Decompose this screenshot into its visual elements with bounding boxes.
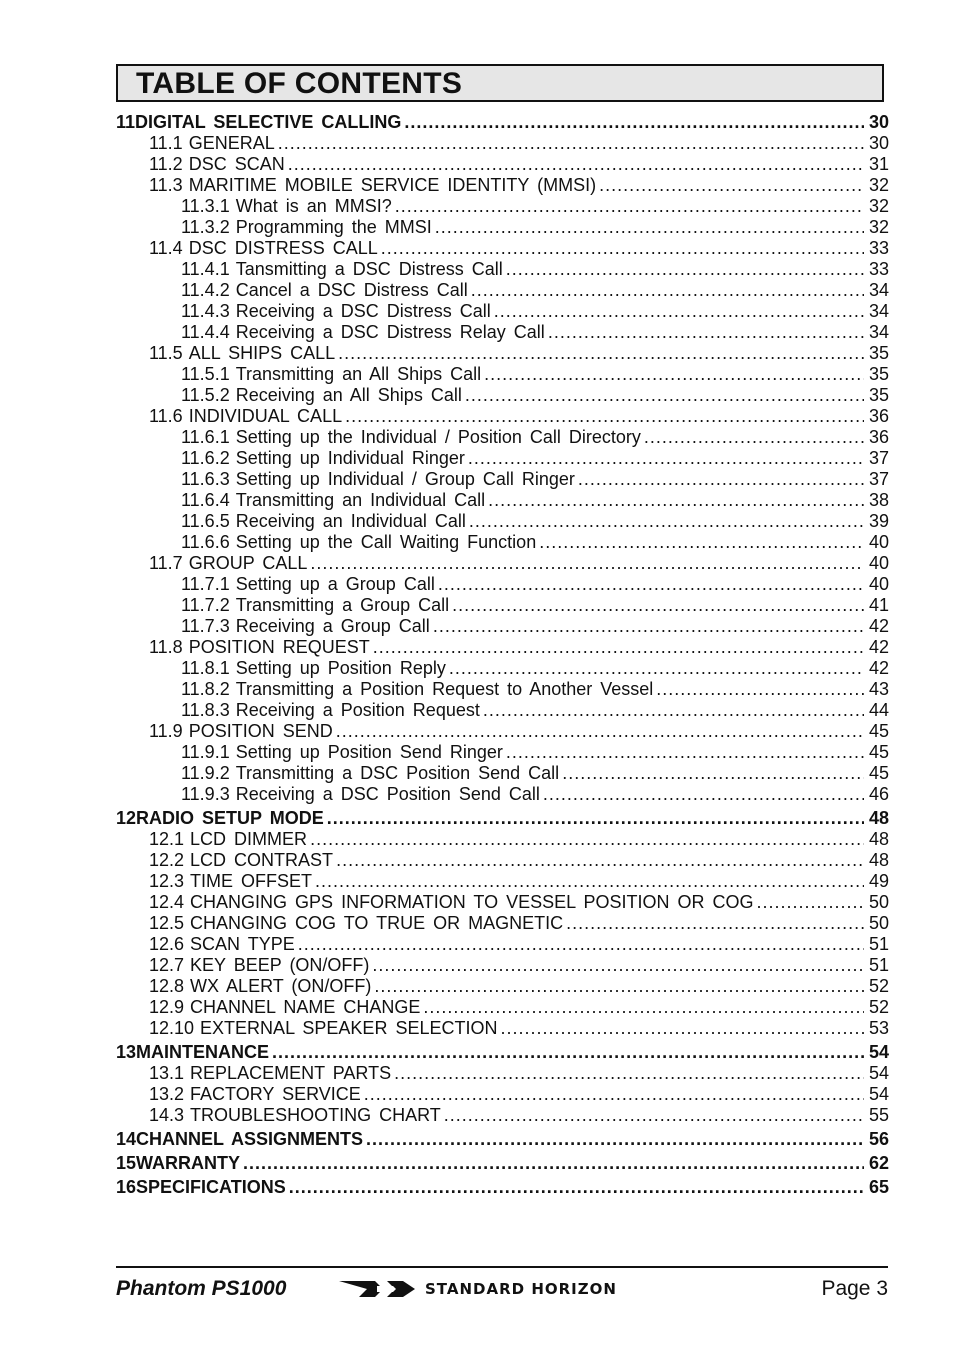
toc-entry-title: CHANGING COG TO TRUE OR MAGNETIC (190, 913, 564, 933)
toc-entry-page: 51 (868, 955, 889, 975)
toc-entry[interactable] (116, 1084, 889, 1105)
toc-entry-title: Transmitting an All Ships Call (235, 364, 482, 384)
toc-entry-number: 11.9.3 (181, 784, 230, 804)
toc-entry-title: Transmitting a Group Call (235, 595, 450, 615)
toc-entry-page: 37 (868, 469, 889, 489)
toc-entry-title: Receiving a DSC Distress Relay Call (235, 322, 545, 342)
dot-leader (566, 913, 864, 934)
toc-entry[interactable] (116, 934, 889, 955)
toc-entry-page: 34 (868, 280, 889, 300)
dot-leader (562, 763, 864, 784)
dot-leader (404, 112, 864, 133)
toc-entry-title: WX ALERT (ON/OFF) (190, 976, 372, 996)
toc-entry[interactable] (116, 637, 889, 658)
toc-entry-number: 11.7.3 (181, 616, 230, 636)
dot-leader (364, 1084, 864, 1105)
toc-entry-title: Programming the MMSI (235, 217, 432, 237)
dot-leader (288, 154, 864, 175)
toc-entry-page: 41 (868, 595, 889, 615)
toc-entry-number: 11.8.1 (181, 658, 230, 678)
toc-entry-page: 35 (868, 385, 889, 405)
dot-leader (468, 448, 864, 469)
toc-entry-title: POSITION REQUEST (188, 637, 370, 657)
dot-leader (471, 280, 864, 301)
toc-entry-number: 11.4.1 (181, 259, 230, 279)
dot-leader (438, 574, 864, 595)
toc-entry[interactable] (116, 721, 889, 742)
toc-entry-page: 32 (868, 196, 889, 216)
toc-entry-page: 52 (868, 997, 889, 1017)
toc-entry[interactable] (116, 679, 889, 700)
dot-leader (423, 997, 864, 1018)
toc-entry-title: SPECIFICATIONS (136, 1177, 286, 1197)
standard-horizon-wave-logo-icon (337, 1277, 417, 1301)
toc-entry-title: Setting up Individual / Group Call Ringer (235, 469, 575, 489)
toc-entry-number: 11.7.1 (181, 574, 230, 594)
dot-leader (272, 1042, 864, 1063)
toc-entry-number: 11.4.3 (181, 301, 230, 321)
dot-leader (278, 133, 864, 154)
toc-entry-title: GENERAL (188, 133, 275, 153)
toc-entry[interactable] (116, 595, 889, 616)
toc-entry[interactable] (116, 1153, 889, 1174)
toc-entry-number: 12.7 (149, 955, 185, 975)
toc-entry-title: TIME OFFSET (190, 871, 313, 891)
dot-leader (548, 322, 864, 343)
toc-entry-number: 11.3 (149, 175, 183, 195)
toc-entry-page: 30 (868, 112, 889, 132)
toc-entry-number: 11.1 (149, 133, 183, 153)
toc-entry[interactable] (116, 1018, 889, 1039)
toc-entry[interactable] (116, 112, 889, 133)
dot-leader (336, 850, 864, 871)
toc-entry-page: 40 (868, 553, 889, 573)
toc-entry-page: 35 (868, 364, 889, 384)
toc-entry[interactable] (116, 511, 889, 532)
toc-entry[interactable] (116, 1063, 889, 1084)
toc-entry-title: GROUP CALL (188, 553, 308, 573)
toc-entry[interactable] (116, 427, 889, 448)
toc-entry-page: 50 (868, 892, 889, 912)
toc-entry[interactable] (116, 196, 889, 217)
footer-page-number: Page 3 (821, 1277, 888, 1300)
toc-entry-title: INDIVIDUAL CALL (188, 406, 343, 426)
dot-leader (506, 742, 864, 763)
toc-entry[interactable] (116, 406, 889, 427)
toc-entry-number: 11.9 (149, 721, 183, 741)
toc-entry-title: DSC SCAN (188, 154, 285, 174)
dot-leader (756, 892, 864, 913)
toc-entry-page: 62 (868, 1153, 889, 1173)
toc-entry-number: 12.4 (149, 892, 185, 912)
dot-leader (506, 259, 864, 280)
toc-entry-title: LCD CONTRAST (190, 850, 334, 870)
toc-entry-page: 45 (868, 742, 889, 762)
toc-entry-number: 12.8 (149, 976, 185, 996)
toc-entry-number: 13.1 (149, 1063, 185, 1083)
toc-entry[interactable] (116, 892, 889, 913)
toc-entry-title: ALL SHIPS CALL (188, 343, 336, 363)
toc-entry-number: 12.9 (149, 997, 185, 1017)
toc-entry[interactable] (116, 829, 889, 850)
toc-entry[interactable] (116, 175, 889, 196)
toc-entry-title: CHANNEL NAME CHANGE (190, 997, 421, 1017)
dot-leader (488, 490, 864, 511)
toc-entry[interactable] (116, 301, 889, 322)
toc-entry-page: 65 (868, 1177, 889, 1197)
toc-entry[interactable] (116, 913, 889, 934)
toc-entry[interactable] (116, 850, 889, 871)
toc-entry-number: 11.5.1 (181, 364, 230, 384)
toc-entry-number: 11.7.2 (181, 595, 230, 615)
toc-entry-page: 54 (868, 1042, 889, 1062)
toc-entry-number: 12.1 (149, 829, 185, 849)
toc-entry-title: Receiving a Group Call (235, 616, 430, 636)
toc-entry-page: 42 (868, 658, 889, 678)
toc-entry[interactable] (116, 1042, 889, 1063)
toc-entry[interactable] (116, 808, 889, 829)
toc-entry-page: 36 (868, 406, 889, 426)
toc-entry[interactable] (116, 532, 889, 553)
toc-entry-title: DIGITAL SELECTIVE CALLING (135, 112, 402, 132)
dot-leader (452, 595, 864, 616)
dot-leader (469, 511, 864, 532)
toc-entry-page: 33 (868, 259, 889, 279)
dot-leader (373, 637, 864, 658)
toc-entry[interactable] (116, 133, 889, 154)
toc-entry-number: 11.6.3 (181, 469, 230, 489)
toc-entry-number: 11.9.2 (181, 763, 230, 783)
toc-entry-number: 11.3.1 (181, 196, 230, 216)
toc-entry[interactable] (116, 553, 889, 574)
dot-leader (243, 1153, 864, 1174)
toc-entry-page: 34 (868, 301, 889, 321)
toc-entry-title: Receiving an All Ships Call (235, 385, 462, 405)
toc-entry-page: 43 (868, 679, 889, 699)
toc-entry[interactable] (116, 976, 889, 997)
toc-entry[interactable] (116, 784, 889, 805)
dot-leader (310, 553, 864, 574)
toc-entry-title: CHANNEL ASSIGNMENTS (136, 1129, 364, 1149)
toc-entry-title: Receiving an Individual Call (235, 511, 466, 531)
toc-entry-title: CHANGING GPS INFORMATION TO VESSEL POSITION OR COG (190, 892, 754, 912)
toc-entry-page: 54 (868, 1084, 889, 1104)
toc-entry-number: 11.8 (149, 637, 183, 657)
toc-entry[interactable] (116, 364, 889, 385)
toc-entry[interactable] (116, 322, 889, 343)
toc-entry-page: 48 (868, 850, 889, 870)
toc-entry-number: 11.6.2 (181, 448, 230, 468)
toc-entry[interactable] (116, 154, 889, 175)
toc-entry[interactable] (116, 385, 889, 406)
dot-leader (310, 829, 864, 850)
dot-leader (289, 1177, 864, 1198)
toc-entry-title: RADIO SETUP MODE (136, 808, 324, 828)
toc-entry-page: 54 (868, 1063, 889, 1083)
toc-entry-title: Transmitting a DSC Position Send Call (235, 763, 560, 783)
toc-entry-number: 15 (116, 1153, 137, 1173)
toc-entry-title: EXTERNAL SPEAKER SELECTION (200, 1018, 498, 1038)
toc-entry-page: 30 (868, 133, 889, 153)
dot-leader (433, 616, 864, 637)
toc-entry-title: MAINTENANCE (136, 1042, 270, 1062)
toc-entry-page: 35 (868, 343, 889, 363)
toc-entry-number: 12.5 (149, 913, 185, 933)
toc-entry-title: Setting up the Call Waiting Function (235, 532, 537, 552)
toc-entry[interactable] (116, 1129, 889, 1150)
dot-leader (483, 700, 864, 721)
toc-entry-title: KEY BEEP (ON/OFF) (190, 955, 370, 975)
toc-entry[interactable] (116, 469, 889, 490)
toc-entry[interactable] (116, 658, 889, 679)
toc-entry-page: 51 (868, 934, 889, 954)
toc-entry-page: 49 (868, 871, 889, 891)
toc-entry-number: 11.5.2 (181, 385, 230, 405)
toc-entry-number: 11.4.4 (181, 322, 230, 342)
toc-entry-page: 33 (868, 238, 889, 258)
toc-entry-title: FACTORY SERVICE (190, 1084, 361, 1104)
toc-entry-title: Receiving a Position Request (235, 700, 480, 720)
dot-leader (327, 808, 864, 829)
toc-entry-page: 37 (868, 448, 889, 468)
footer-logo (337, 1277, 617, 1301)
dot-leader (500, 1018, 864, 1039)
toc-entry-title: SCAN TYPE (190, 934, 295, 954)
toc-entry-page: 42 (868, 616, 889, 636)
toc-entry[interactable] (116, 448, 889, 469)
dot-leader (338, 343, 864, 364)
toc-entry-title: Tansmitting a DSC Distress Call (235, 259, 503, 279)
dot-leader (449, 658, 864, 679)
toc-entry-number: 13.2 (149, 1084, 185, 1104)
dot-leader (644, 427, 864, 448)
toc-entry-number: 11.3.2 (181, 217, 230, 237)
toc-entry[interactable] (116, 1177, 889, 1198)
toc-entry-title: LCD DIMMER (190, 829, 308, 849)
toc-entry-page: 48 (868, 808, 889, 828)
toc-entry-number: 12.2 (149, 850, 185, 870)
toc-list (116, 112, 889, 1198)
toc-entry-title: WARRANTY (136, 1153, 241, 1173)
toc-entry-number: 12.3 (149, 871, 185, 891)
toc-entry-title: Setting up Position Send Ringer (235, 742, 503, 762)
dot-leader (315, 871, 864, 892)
toc-entry-number: 11.6.4 (181, 490, 230, 510)
toc-entry-number: 12.10 (149, 1018, 195, 1038)
toc-entry-title: Receiving a DSC Position Send Call (235, 784, 540, 804)
dot-leader (374, 976, 864, 997)
toc-entry-number: 14 (116, 1129, 137, 1149)
toc-entry[interactable] (116, 955, 889, 976)
toc-entry-title: Transmitting an Individual Call (235, 490, 486, 510)
toc-title-bar (116, 64, 884, 102)
toc-entry-title: Setting up the Individual / Position Call Directory (235, 427, 641, 447)
dot-leader (366, 1129, 864, 1150)
toc-entry[interactable] (116, 490, 889, 511)
dot-leader (372, 955, 864, 976)
footer-brand: STANDARD HORIZON (425, 1280, 617, 1298)
toc-entry-number: 11.8.3 (181, 700, 230, 720)
toc-entry-number: 11.6 (149, 406, 183, 426)
toc-entry-number: 11.8.2 (181, 679, 230, 699)
dot-leader (494, 301, 864, 322)
toc-entry-number: 11 (116, 112, 136, 132)
page-title: TABLE OF CONTENTS (136, 67, 463, 100)
toc-entry[interactable] (116, 997, 889, 1018)
toc-entry[interactable] (116, 343, 889, 364)
toc-entry-number: 11.2 (149, 154, 183, 174)
toc-entry-page: 45 (868, 763, 889, 783)
toc-entry[interactable] (116, 217, 889, 238)
toc-entry-number: 12.6 (149, 934, 185, 954)
toc-entry-page: 32 (868, 217, 889, 237)
toc-entry-page: 39 (868, 511, 889, 531)
toc-entry-number: 11.6.1 (181, 427, 230, 447)
toc-entry-page: 53 (868, 1018, 889, 1038)
toc-entry-title: Setting up Position Reply (235, 658, 446, 678)
dot-leader (395, 196, 864, 217)
dot-leader (381, 238, 864, 259)
dot-leader (484, 364, 864, 385)
toc-entry-page: 40 (868, 532, 889, 552)
toc-entry-title: MARITIME MOBILE SERVICE IDENTITY (MMSI) (188, 175, 597, 195)
toc-entry-page: 46 (868, 784, 889, 804)
toc-entry-page: 31 (868, 154, 889, 174)
toc-entry[interactable] (116, 574, 889, 595)
toc-entry[interactable] (116, 616, 889, 637)
footer-model: Phantom PS1000 (116, 1277, 287, 1300)
toc-entry-title: What is an MMSI? (235, 196, 392, 216)
toc-entry-page: 45 (868, 721, 889, 741)
toc-entry-page: 36 (868, 427, 889, 447)
toc-entry-page: 44 (868, 700, 889, 720)
toc-entry-title: Setting up a Group Call (235, 574, 435, 594)
dot-leader (336, 721, 864, 742)
toc-entry-page: 56 (868, 1129, 889, 1149)
dot-leader (394, 1063, 864, 1084)
toc-entry[interactable] (116, 871, 889, 892)
footer-divider (116, 1266, 888, 1268)
toc-entry-title: DSC DISTRESS CALL (188, 238, 378, 258)
toc-entry-title: POSITION SEND (188, 721, 333, 741)
toc-entry[interactable] (116, 742, 889, 763)
toc-entry-number: 14.3 (149, 1105, 185, 1125)
toc-entry-title: Transmitting a Position Request to Another Vessel (235, 679, 654, 699)
toc-entry[interactable] (116, 763, 889, 784)
toc-entry-page: 38 (868, 490, 889, 510)
toc-entry-title: TROUBLESHOOTING CHART (190, 1105, 441, 1125)
dot-leader (444, 1105, 864, 1126)
toc-entry-page: 42 (868, 637, 889, 657)
toc-entry[interactable] (116, 1105, 889, 1126)
dot-leader (599, 175, 864, 196)
dot-leader (656, 679, 864, 700)
toc-entry-title: Receiving a DSC Distress Call (235, 301, 491, 321)
toc-entry-number: 16 (116, 1177, 137, 1197)
toc-entry-number: 11.4 (149, 238, 183, 258)
toc-entry-page: 34 (868, 322, 889, 342)
toc-entry-page: 55 (868, 1105, 889, 1125)
toc-entry-number: 11.7 (149, 553, 183, 573)
toc-entry-page: 50 (868, 913, 889, 933)
toc-entry-title: Cancel a DSC Distress Call (235, 280, 468, 300)
dot-leader (435, 217, 864, 238)
dot-leader (578, 469, 864, 490)
toc-entry-page: 52 (868, 976, 889, 996)
toc-entry-number: 11.6.6 (181, 532, 230, 552)
toc-entry-number: 11.4.2 (181, 280, 230, 300)
toc-entry[interactable] (116, 259, 889, 280)
dot-leader (298, 934, 864, 955)
toc-entry-page: 32 (868, 175, 889, 195)
toc-entry-number: 11.6.5 (181, 511, 230, 531)
toc-entry-number: 12 (116, 808, 137, 828)
dot-leader (465, 385, 864, 406)
dot-leader (543, 784, 864, 805)
toc-entry-page: 40 (868, 574, 889, 594)
toc-entry[interactable] (116, 238, 889, 259)
toc-entry-title: Setting up Individual Ringer (235, 448, 465, 468)
toc-entry-number: 11.5 (149, 343, 183, 363)
toc-entry-page: 48 (868, 829, 889, 849)
toc-entry-number: 13 (116, 1042, 137, 1062)
toc-entry[interactable] (116, 700, 889, 721)
dot-leader (539, 532, 864, 553)
dot-leader (345, 406, 864, 427)
toc-entry-title: REPLACEMENT PARTS (190, 1063, 392, 1083)
toc-entry[interactable] (116, 280, 889, 301)
toc-entry-number: 11.9.1 (181, 742, 230, 762)
